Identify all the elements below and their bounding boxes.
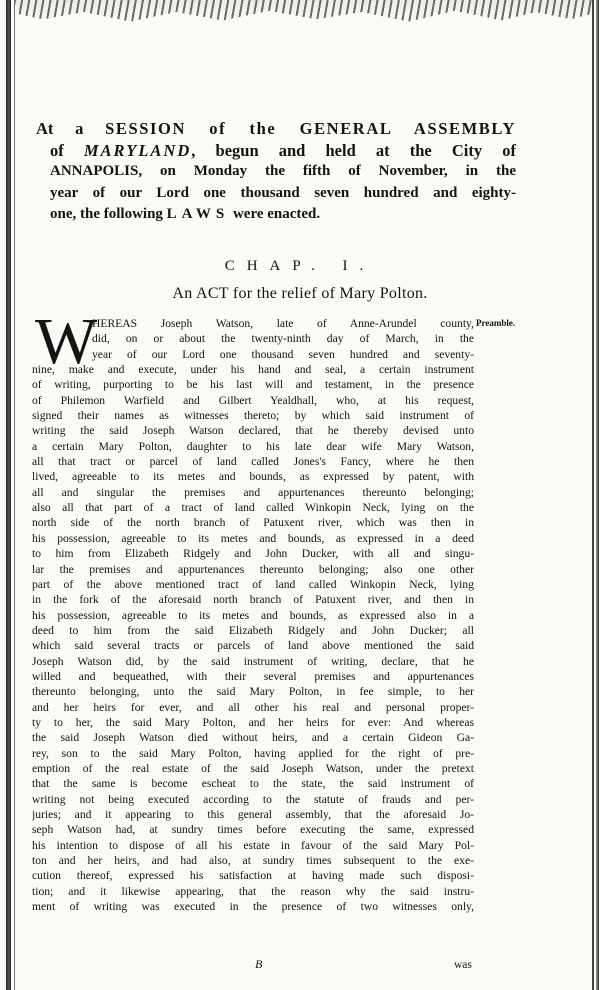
body-line: seph Watson had, at sundry times before executing the same, expressed	[32, 823, 474, 837]
body-line: Joseph Watson did, by the said instrument of writing, declare, that he	[32, 654, 474, 668]
heading-line2-b: MARYLAND	[83, 140, 192, 160]
body-line: ment of writing was executed in the presence of two witnesses only,	[32, 900, 474, 914]
body-line: all and singular the premises and appurtenances thereunto belonging;	[32, 485, 474, 499]
body-line: and her heirs for ever, and all other his real and personal proper-	[32, 700, 474, 714]
binding-edge-line	[14, 0, 15, 990]
body-line: deed to him from the said Elizabeth Ridgely and John Ducker; all	[32, 623, 474, 637]
body-line: his intention to dispose of all his estate in favour of the said Mary Pol-	[32, 838, 474, 852]
catchword: was	[454, 959, 472, 971]
body-line: juries; and it appearing to this general assembly, that the aforesaid Jo-	[32, 808, 474, 821]
body-line: HEREAS Joseph Watson, late of Anne-Arundel county,	[92, 317, 474, 330]
body-line: nine, make and execute, under his hand and seal, a certain instrument	[32, 363, 474, 377]
body-line: rey, son to the said Mary Polton, having applied for the right of pre-	[32, 746, 474, 760]
body-line: to him from Elizabeth Ridgely and John Ducker, with all and singu-	[32, 547, 474, 561]
right-page-edge-shadow	[596, 0, 599, 990]
body-line: cution thereof, expressed his satisfaction at having made such disposi-	[32, 869, 474, 883]
binding-edge	[6, 0, 11, 990]
body-line: ty to her, the said Mary Polton, and her heirs for ever: And whereas	[32, 715, 474, 729]
body-line: willed and bequeathed, with their several premises and appurtenances	[32, 669, 474, 683]
signature-mark: B	[255, 957, 263, 971]
body-line: did, on or about the twenty-ninth day of March, in the	[92, 332, 474, 346]
session-heading	[36, 118, 516, 226]
body-line: in the fork of the aforesaid north branch of Patuxent river, and then in	[32, 593, 474, 607]
body-line: also all that part of a tract of land called Winkopin Neck, lying on the	[32, 501, 474, 515]
body-line: lar the premises and appurtenances thereunto belonging; also one other	[32, 562, 474, 576]
body-line: his possession, agreeable to its metes and bounds, as expressed in a deed	[32, 531, 474, 545]
right-page-edge	[592, 0, 594, 990]
heading-line5-b: LAWS	[166, 206, 230, 222]
body-line: of writing, purporting to be his last will and testament, in the presence	[32, 378, 474, 392]
body-line: emption of the real estate of the said Joseph Watson, under the pretext	[32, 761, 474, 775]
body-line: ton and her heirs, and had also, at sundry times subsequent to the exe-	[32, 854, 474, 868]
chapter-heading: CHAP. I.	[224, 258, 376, 274]
act-title: An ACT for the relief of Mary Polton.	[172, 285, 428, 302]
body-line: north side of the north branch of Patuxent river, which was then in	[32, 516, 474, 530]
heading-line1-b: SESSION of the GENERAL ASSEMBLY	[105, 119, 516, 138]
heading-line2-a: of	[50, 140, 84, 160]
body-line: a certain Mary Polton, daughter to his late dear wife Mary Watson,	[32, 439, 474, 453]
body-line: the said Joseph Watson died without heirs, and a certain Gideon Ga-	[32, 731, 474, 745]
body-line: of Philemon Warfield and Gilbert Yealdhall, who, at his request,	[32, 393, 474, 407]
heading-line1-a: At a	[36, 119, 106, 138]
body-line: tion; and it likewise appearing, that the reason why the said instru-	[32, 884, 474, 898]
act-body-text	[32, 316, 474, 914]
body-line: all that tract or parcel of land called Jones's Fancy, where he then	[32, 455, 474, 469]
body-line: lived, agreeable to its metes and bounds, as expressed by patent, with	[32, 470, 474, 484]
body-line: his possession, agreeable to its metes and bounds, as expressed also in a	[32, 608, 474, 622]
body-line: year of our Lord one thousand seven hundred and seventy-	[92, 347, 474, 361]
body-line: writing the said Joseph Watson declared, that he thereby devised unto	[32, 424, 474, 438]
heading-line5-c: were enacted.	[229, 206, 321, 222]
body-line: writing not being executed according to the statute of frauds and per-	[32, 792, 474, 806]
body-line: that the same is become escheat to the state, the said instrument of	[32, 777, 474, 791]
heading-line5-a: one, the following	[50, 206, 167, 222]
heading-line3: ANNAPOLIS, on Monday the fifth of November, in the	[50, 163, 516, 179]
body-line: part of the above mentioned tract of land called Winkopin Neck, lying	[32, 577, 474, 591]
body-line: which said several tracts or parcels of land above mentioned the said	[32, 639, 474, 653]
margin-note: Preamble.	[476, 318, 516, 328]
body-line: thereunto belonging, unto the said Mary Polton, in fee simple, to her	[32, 685, 474, 699]
heading-line2-c: , begun and held at the City of	[191, 140, 516, 160]
heading-line4: year of our Lord one thousand seven hundred and eighty-	[50, 184, 516, 201]
drop-cap: W	[35, 305, 98, 378]
torn-top-edge	[14, 0, 594, 24]
body-line: signed their names as witnesses thereto; by which said instrument of	[32, 409, 474, 423]
